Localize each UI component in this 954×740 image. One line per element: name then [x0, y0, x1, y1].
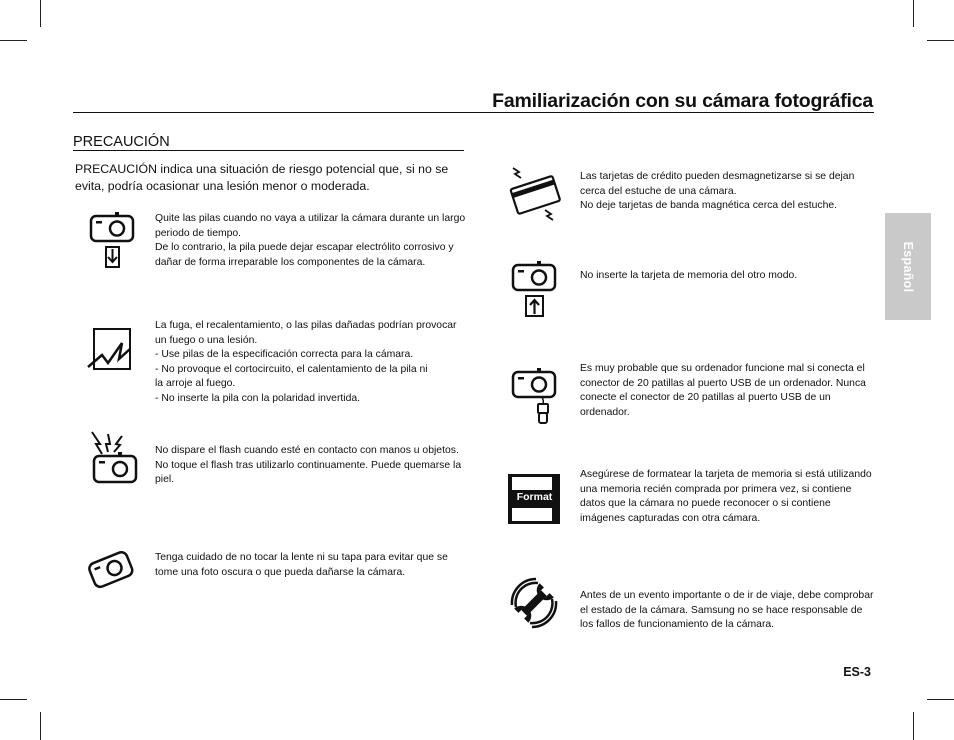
language-tab [885, 213, 931, 320]
section-rule [73, 150, 464, 151]
battery-fire-icon [86, 325, 134, 373]
page-title: Familiarización con su cámara fotográfica [492, 90, 873, 112]
crop-mark [913, 712, 914, 740]
right-item-1-text: Las tarjetas de crédito pueden desmagnetizarse si se dejan cerca del estuche de una cámara. No deje tarjetas de banda magnética cerca del estuche. [580, 171, 855, 212]
page-number: ES-3 [843, 665, 871, 679]
right-item-4-text: Asegúrese de formatear la tarjeta de memoria si está utilizando una memoria recién comprada por primera vez, si contiene datos que la cámara no puede reconocer o si contiene imágenes capturadas con otra cámara. [580, 469, 872, 524]
flash-hot-icon [88, 430, 140, 486]
format-label: Format [516, 491, 553, 503]
right-item-5-text: Antes de un evento importante o de ir de viaje, debe comprobar el estado de la cámara. Samsung no se hace responsable de los fallos de funcionamiento de la cámara. [580, 590, 874, 631]
memory-card-insert-icon [510, 261, 558, 319]
left-item-1-text: Quite las pilas cuando no vaya a utilizar la cámara durante un largo periodo de tiempo. De lo contrario, la pila puede dejar escapar electrólito corrosivo y dañar de forma irreparable los componentes de la cámara. [155, 213, 466, 268]
right-item-2-text: No inserte la tarjeta de memoria del otro modo. [580, 270, 798, 281]
crop-mark [40, 0, 41, 27]
title-rule [73, 112, 874, 113]
crop-mark [40, 712, 41, 740]
credit-card-magnet-icon [505, 164, 565, 226]
camera-battery-remove-icon [88, 212, 138, 270]
crop-mark [0, 699, 27, 700]
crop-mark [913, 0, 914, 27]
left-item-2-text: La fuga, el recalentamiento, o las pilas dañadas podrían provocar un fuego o una lesión. - Use pilas de la especificación correcta para la cámara. - No provoque el cortocircuito, el calentamiento de la pila ni la arroje al fuego. - No inserte la pila con la polaridad invertida. [155, 320, 457, 404]
section-title: PRECAUCIÓN [73, 134, 170, 150]
crop-mark [0, 40, 27, 41]
left-item-3-text: No dispare el flash cuando esté en contacto con manos u objetos. No toque el flash tras utilizarlo continuamente. Puede quemarse la piel. [155, 445, 462, 486]
lens-touch-icon [86, 548, 136, 592]
left-item-4-text: Tenga cuidado de no tocar la lente ni su tapa para evitar que se tome una foto oscura o que pueda dañarse la cámara. [155, 552, 448, 578]
right-item-3-text: Es muy probable que su ordenador funcione mal si conecta el conector de 20 patillas al puerto USB de un ordenador. Nunca conecte el conector de 20 patillas al puerto USB de un ordenador. [580, 363, 866, 418]
crop-mark [927, 40, 954, 41]
language-tab-label: Español [901, 241, 915, 292]
crop-mark [927, 699, 954, 700]
section-intro: PRECAUCIÓN indica una situación de riesgo potencial que, si no se evita, podría ocasionar una lesión menor o moderada. [75, 162, 449, 193]
wrench-check-icon [508, 577, 560, 629]
usb-connector-icon [510, 368, 558, 426]
